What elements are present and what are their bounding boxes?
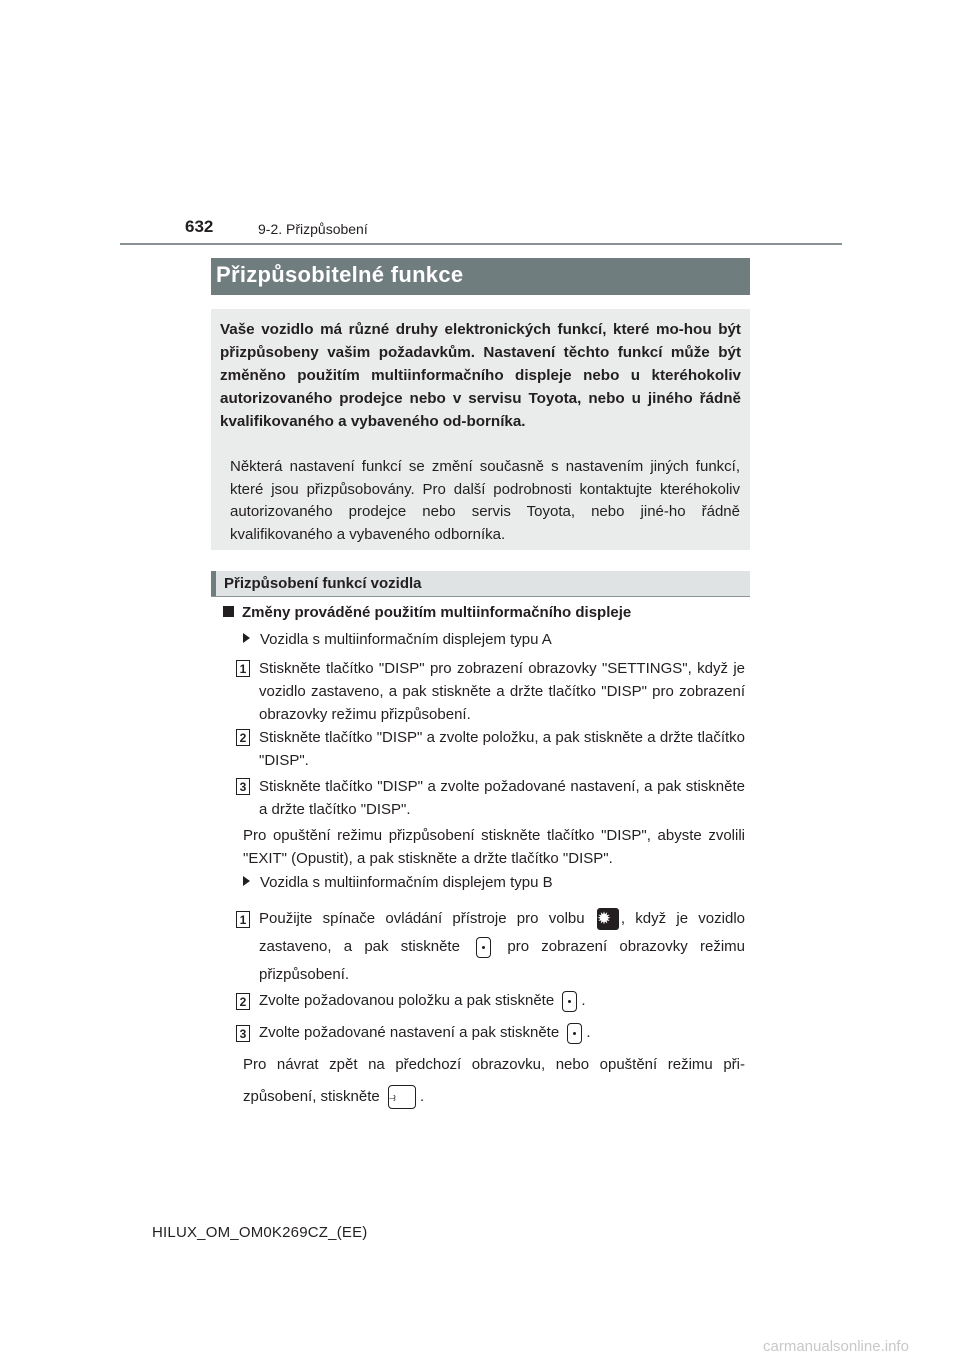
page-title-bar <box>211 258 750 295</box>
variant-a-text: Vozidla s multiinformačním displejem typu A <box>260 631 552 648</box>
intro-note: Některá nastavení funkcí se změní současně s nastavením jiných funkcí, které jsou přizpůsobovány. Pro další podrobnosti kontaktujte kteréhokoliv autorizovaného prodejce nebo servis Toyota, nebo jiné-ho řádně kvalifikovaného a vybaveného odborníka. <box>230 458 740 543</box>
step-number: 3 <box>236 1025 250 1042</box>
enter-dot-icon <box>567 1023 582 1044</box>
variant-b-text: Vozidla s multiinformačním displejem typu B <box>260 874 553 891</box>
footer-doc-code: HILUX_OM_OM0K269CZ_(EE) <box>152 1224 368 1241</box>
back-note-period: . <box>419 1088 425 1105</box>
subsection-header <box>211 571 750 597</box>
step-a2: Stiskněte tlačítko "DISP" a zvolte položku, a pak stiskněte a držte tlačítko "DISP". <box>259 729 745 769</box>
step-b1-text-a: Použijte spínače ovládání přístroje pro volbu <box>259 910 585 927</box>
section-heading-text: Změny prováděné použitím multiinformačního displeje <box>242 604 632 621</box>
step-b1 <box>259 905 745 989</box>
section-label: 9-2. Přizpůsobení <box>258 221 368 237</box>
step-b1-text-b: , když je vozidlo zastaveno, a pak stiskněte <box>259 910 745 955</box>
step-b2-period: . <box>581 992 586 1009</box>
step-a3: Stiskněte tlačítko "DISP" a zvolte požadované nastavení, a pak stiskněte a držte tlačítko "DISP". <box>259 778 745 818</box>
square-bullet-icon <box>223 606 234 617</box>
step-b1-text-c: pro zobrazení obrazovky režimu přizpůsobení. <box>259 938 745 983</box>
step-a1: Stiskněte tlačítko "DISP" pro zobrazení obrazovky "SETTINGS", když je vozidlo zastaveno, a pak stiskněte a držte tlačítko "DISP" pro zobrazení obrazovky režimu přizpůsobení. <box>259 660 745 723</box>
step-number: 1 <box>236 660 250 677</box>
intro-box <box>211 309 750 550</box>
intro-text: Vaše vozidlo má různé druhy elektronických funkcí, které mo-hou být přizpůsobeny vašim požadavkům. Nastavení těchto funkcí může být změněno použitím multiinformačního displeje nebo u kteréhokoliv autorizovaného prodejce nebo v servisu Toyota, nebo u jiného řádně kvalifikovaného a vybaveného od-borníka. <box>220 321 741 430</box>
step-b3 <box>259 1021 745 1044</box>
enter-dot-icon <box>562 991 577 1012</box>
subsection-accent <box>211 571 216 596</box>
variant-a-label <box>243 631 552 648</box>
step-number: 2 <box>236 993 250 1010</box>
triangle-bullet-icon <box>243 876 250 886</box>
page-title: Přizpůsobitelné funkce <box>216 262 464 287</box>
watermark: carmanualsonline.info <box>763 1338 909 1355</box>
triangle-bullet-icon <box>243 633 250 643</box>
variant-b-label <box>243 874 553 891</box>
page-number: 632 <box>185 217 214 236</box>
step-number: 3 <box>236 778 250 795</box>
exit-note: Pro opuštění režimu přizpůsobení stiskněte tlačítko "DISP", abyste zvolili "EXIT" (Opustit), a pak stiskněte a držte tlačítko "DISP". <box>243 827 745 867</box>
subsection-title: Přizpůsobení funkcí vozidla <box>224 575 422 592</box>
enter-dot-icon <box>476 937 491 958</box>
step-b2-text: Zvolte požadovanou položku a pak stiskněte <box>259 992 555 1009</box>
header-divider <box>120 243 842 245</box>
step-number: 2 <box>236 729 250 746</box>
section-heading <box>223 604 631 621</box>
step-b3-text: Zvolte požadované nastavení a pak stiskněte <box>259 1024 560 1041</box>
back-note-text: Pro návrat zpět na předchozí obrazovku, nebo opuštění režimu při-způsobení, stiskněte <box>243 1056 745 1105</box>
step-number: 1 <box>236 911 250 928</box>
gear-icon: ✹ <box>597 908 619 930</box>
step-b3-period: . <box>586 1024 591 1041</box>
step-b2 <box>259 989 745 1012</box>
back-arrow-icon: ⥽ <box>388 1085 416 1109</box>
back-note <box>243 1049 745 1113</box>
